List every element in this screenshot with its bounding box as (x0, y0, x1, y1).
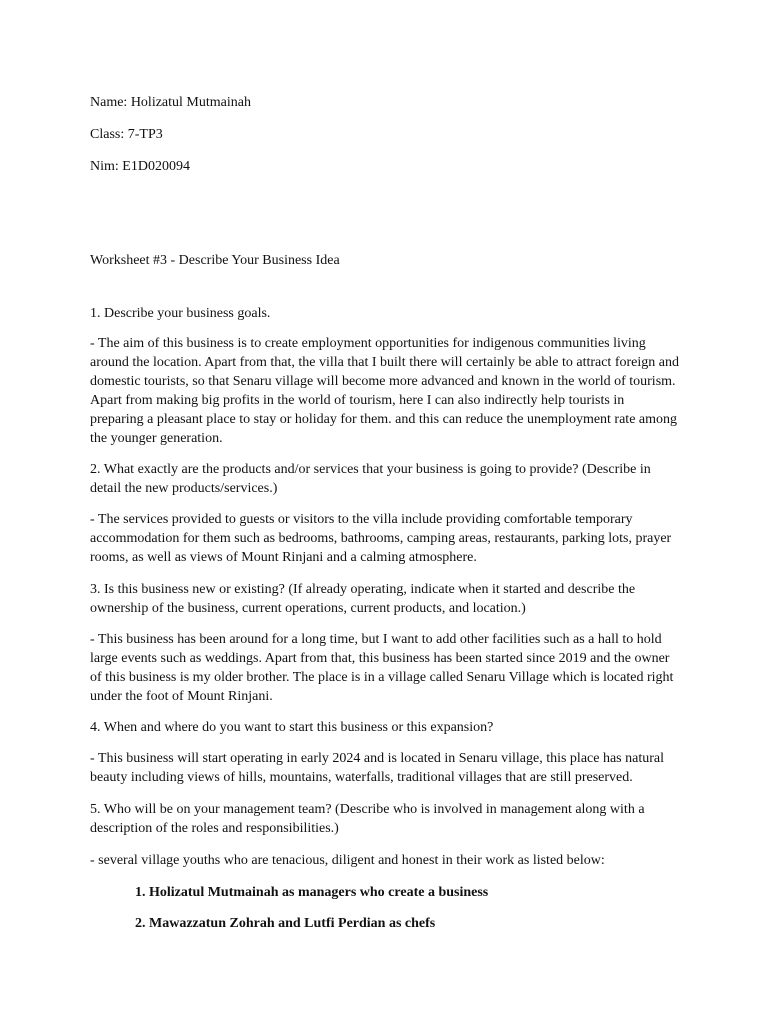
team-member-1: 1. Holizatul Mutmainah as managers who create a business (135, 885, 489, 900)
question-4: 4. When and where do you want to start this business or this expansion? (90, 720, 494, 735)
answer-3: - This business has been around for a long time, but I want to add other facilities such as a hall to hold large events such as weddings. Apart from that, this business has been started since 2019 and the owner of this business is my older brother. The place is in a village called Senaru Village which is located right under the foot of Mount Rinjani. (90, 632, 674, 704)
answer-5: - several village youths who are tenacious, diligent and honest in their work as listed below: (90, 853, 605, 868)
worksheet-title: Worksheet #3 - Describe Your Business Idea (90, 253, 340, 268)
answer-1: - The aim of this business is to create employment opportunities for indigenous communities living around the location. Apart from that, the villa that I built there will certainly be able to attract foreign and domestic tourists, so that Senaru village will become more advanced and known in the world of tourism. Apart from making big profits in the world of tourism, here I can also indirectly help tourists in preparing a pleasant place to stay or holiday for them. and this can reduce the unemployment rate among the younger generation. (90, 336, 679, 446)
student-name: Name: Holizatul Mutmainah (90, 95, 251, 110)
answer-4: - This business will start operating in early 2024 and is located in Senaru village, this place has natural beauty including views of hills, mountains, waterfalls, traditional villages that are still preserved. (90, 751, 664, 785)
student-nim: Nim: E1D020094 (90, 159, 190, 174)
team-member-2: 2. Mawazzatun Zohrah and Lutfi Perdian as chefs (135, 916, 436, 931)
question-1: 1. Describe your business goals. (90, 306, 271, 321)
question-3: 3. Is this business new or existing? (If already operating, indicate when it started and describe the ownership of the business, current operations, current products, and location.) (90, 582, 636, 616)
student-class: Class: 7-TP3 (90, 127, 163, 142)
question-5: 5. Who will be on your management team? (Describe who is involved in management along with a description of the roles and responsibilities.) (90, 802, 645, 836)
question-2: 2. What exactly are the products and/or services that your business is going to provide? (Describe in detail the new products/services.) (90, 462, 651, 496)
answer-2: - The services provided to guests or visitors to the villa include providing comfortable temporary accommodation for them such as bedrooms, bathrooms, camping areas, restaurants, parking lots, prayer rooms, as well as views of Mount Rinjani and a calming atmosphere. (90, 512, 672, 565)
